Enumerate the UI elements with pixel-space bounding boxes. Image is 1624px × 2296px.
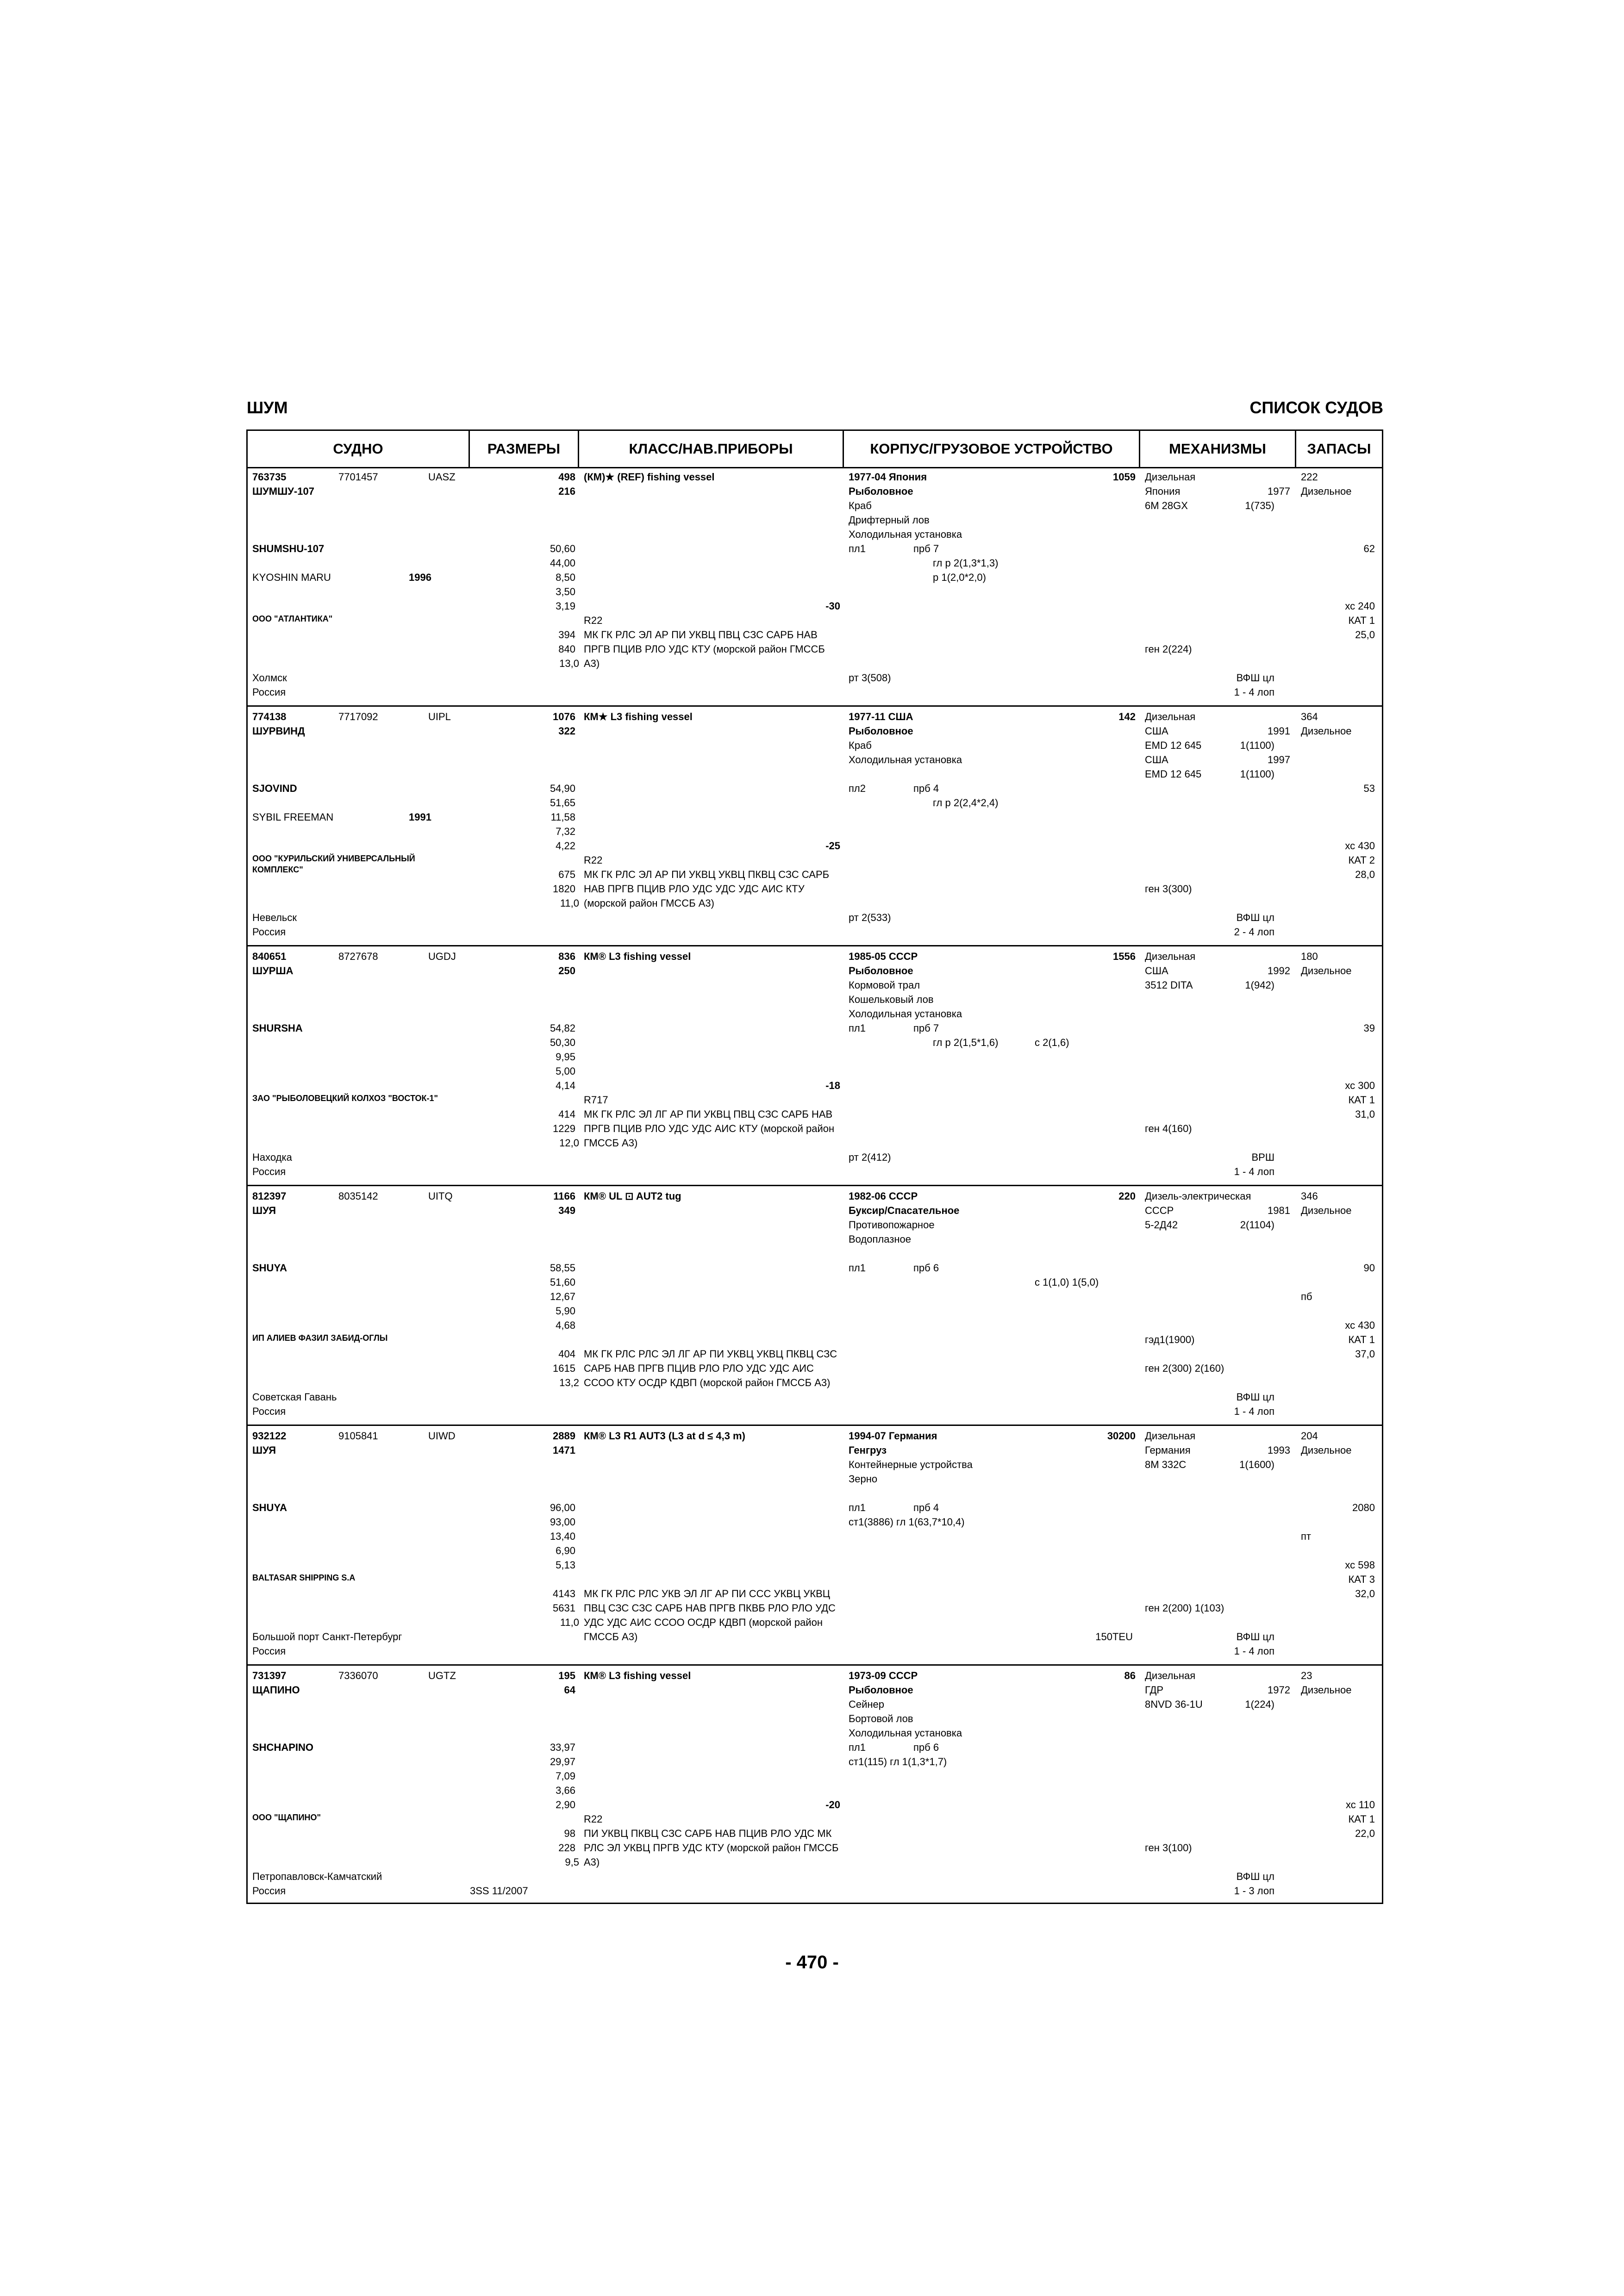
imo-number: 9105841 bbox=[338, 1430, 378, 1442]
ship-name: ШУЯ bbox=[252, 1205, 276, 1216]
column-header-supplies: ЗАПАСЫ bbox=[1307, 441, 1371, 457]
build-date-country: 1985-05 СССР bbox=[849, 951, 918, 962]
cargo-decks: пл2 bbox=[849, 783, 866, 794]
displacement: 228 bbox=[558, 1842, 575, 1854]
category: КАТ 1 bbox=[1348, 1813, 1375, 1825]
call-sign: UITQ bbox=[428, 1190, 453, 1202]
cargo-gear-line: р 1(2,0*2,0) bbox=[933, 572, 986, 583]
dimension-value: 7,32 bbox=[556, 826, 575, 837]
hull-type-line: Холодильная установка bbox=[849, 529, 962, 540]
deadweight: 98 bbox=[564, 1828, 575, 1839]
cargo-gear-line: гл р 2(2,4*2,4) bbox=[933, 797, 999, 809]
home-port: Холмск bbox=[252, 672, 287, 684]
dimension-value: 9,95 bbox=[556, 1051, 575, 1063]
generators: ген 4(160) bbox=[1145, 1123, 1192, 1134]
hull-type-line: Противопожарное bbox=[849, 1219, 935, 1231]
engine-power: 1(735) bbox=[1245, 500, 1274, 511]
dimension-value: 5,00 bbox=[556, 1065, 575, 1077]
generators: ген 3(100) bbox=[1145, 1842, 1192, 1854]
cargo-crane: с 1(1,0) 1(5,0) bbox=[1035, 1276, 1099, 1288]
speed: 11,0 bbox=[560, 1617, 579, 1628]
fuel-capacity: 346 bbox=[1301, 1190, 1318, 1202]
hull-type-line: Краб bbox=[849, 740, 872, 751]
hull-type-line: Контейнерные устройства bbox=[849, 1459, 973, 1470]
hull-number: 86 bbox=[1124, 1670, 1136, 1681]
dimension-value: 96,00 bbox=[550, 1502, 575, 1513]
speed: 11,0 bbox=[560, 897, 579, 909]
supply-quantity: 90 bbox=[1363, 1262, 1375, 1274]
engine-year: 1993 bbox=[1268, 1444, 1290, 1456]
net-tonnage: 349 bbox=[558, 1205, 575, 1216]
home-port: Невельск bbox=[252, 912, 297, 923]
hull-type-line: Холодильная установка bbox=[849, 754, 962, 765]
refrigerant: R22 bbox=[584, 854, 603, 866]
former-name: KYOSHIN MARU bbox=[252, 572, 331, 583]
dimension-value: 50,60 bbox=[550, 543, 575, 554]
net-tonnage: 1471 bbox=[553, 1444, 575, 1456]
category: КАТ 3 bbox=[1348, 1574, 1375, 1585]
dimension-value: 51,60 bbox=[550, 1276, 575, 1288]
gross-tonnage: 195 bbox=[558, 1670, 575, 1681]
propeller-blades: 1 - 4 лоп bbox=[1234, 1406, 1274, 1417]
build-date-country: 1977-04 Япония bbox=[849, 471, 927, 483]
cargo-gear-line: гл р 2(1,3*1,3) bbox=[933, 557, 999, 569]
cargo-decks: пл1 bbox=[849, 543, 866, 554]
build-date-country: 1994-07 Германия bbox=[849, 1430, 937, 1442]
machinery-line: Япония bbox=[1145, 485, 1181, 497]
home-port: Петропавловск-Камчатский bbox=[252, 1871, 382, 1882]
ship-record bbox=[248, 1186, 1382, 1426]
registry-number: 763735 bbox=[252, 471, 287, 483]
registry-number: 932122 bbox=[252, 1430, 287, 1442]
owner: ООО "КУРИЛЬСКИЙ УНИВЕРСАЛЬНЫЙ КОМПЛЕКС" bbox=[252, 854, 415, 874]
propeller-blades: 1 - 4 лоп bbox=[1234, 1645, 1274, 1657]
crew-berths: хс 110 bbox=[1346, 1799, 1375, 1811]
machinery-line: 8NVD 36-1U bbox=[1145, 1699, 1203, 1710]
fuel-type: Дизельное bbox=[1301, 1205, 1352, 1216]
displacement: 5631 bbox=[553, 1602, 575, 1614]
deadweight: 404 bbox=[558, 1348, 575, 1360]
dimension-value: 93,00 bbox=[550, 1516, 575, 1528]
hull-number: 30200 bbox=[1107, 1430, 1136, 1442]
class-notation: КМ® UL ⊡ AUT2 tug bbox=[584, 1190, 681, 1202]
machinery-extra: 1997 bbox=[1268, 754, 1290, 765]
machinery-line: США bbox=[1145, 754, 1168, 765]
machinery-line: 6М 28GX bbox=[1145, 500, 1188, 511]
hull-type-line: Рыболовное bbox=[849, 725, 913, 737]
generators: ген 2(224) bbox=[1145, 643, 1192, 655]
cargo-gear-line: ст1(115) гл 1(1,3*1,7) bbox=[849, 1756, 947, 1767]
home-port: Находка bbox=[252, 1151, 292, 1163]
fuel-capacity: 180 bbox=[1301, 951, 1318, 962]
machinery-line: Дизельная bbox=[1145, 951, 1196, 962]
imo-number: 7701457 bbox=[338, 471, 378, 483]
ship-list-table bbox=[246, 429, 1383, 1904]
cargo-gear-line: ст1(3886) гл 1(63,7*10,4) bbox=[849, 1516, 965, 1528]
dimension-value: 54,82 bbox=[550, 1022, 575, 1034]
dimension-value: 13,40 bbox=[550, 1531, 575, 1542]
owner: ИП АЛИЕВ ФАЗИЛ ЗАБИД-ОГЛЫ bbox=[252, 1333, 388, 1343]
engine-power: 1(942) bbox=[1245, 979, 1274, 991]
machinery-line: СССР bbox=[1145, 1205, 1174, 1216]
cargo-holds: прб 4 bbox=[913, 1502, 939, 1513]
hull-type-line: Рыболовное bbox=[849, 485, 913, 497]
displacement: 840 bbox=[558, 643, 575, 655]
flag-country: Россия bbox=[252, 1885, 286, 1897]
build-date-country: 1973-09 СССР bbox=[849, 1670, 918, 1681]
home-port: Большой порт Санкт-Петербург bbox=[252, 1631, 402, 1643]
propeller-blades: 2 - 4 лоп bbox=[1234, 926, 1274, 938]
ship-latin-name: SHUMSHU-107 bbox=[252, 543, 325, 554]
machinery-line: 5-2Д42 bbox=[1145, 1219, 1178, 1231]
dimension-value: 4,22 bbox=[556, 840, 575, 852]
gross-tonnage: 1166 bbox=[553, 1190, 575, 1202]
dimension-value: 3,66 bbox=[556, 1785, 575, 1796]
engine-power: 2(1104) bbox=[1240, 1219, 1274, 1231]
machinery-line: 3512 DITA bbox=[1145, 979, 1193, 991]
class-notation: (КМ)★ (REF) fishing vessel bbox=[584, 471, 715, 483]
cargo-crane: с 2(1,6) bbox=[1035, 1037, 1069, 1048]
endurance: 37,0 bbox=[1355, 1348, 1375, 1360]
machinery-line: Германия bbox=[1145, 1444, 1191, 1456]
flag-country: Россия bbox=[252, 926, 286, 938]
hull-number: 1059 bbox=[1113, 471, 1136, 483]
endurance: 31,0 bbox=[1355, 1108, 1375, 1120]
ship-record bbox=[248, 946, 1382, 1186]
refrigeration-temperature: -25 bbox=[825, 840, 840, 852]
column-header-dimensions: РАЗМЕРЫ bbox=[470, 431, 579, 467]
machinery-extra: 1(1100) bbox=[1240, 768, 1274, 780]
supply-mark: пб bbox=[1301, 1291, 1312, 1302]
category: КАТ 1 bbox=[1348, 1094, 1375, 1106]
engine-power: 1(224) bbox=[1245, 1699, 1274, 1710]
table-header bbox=[248, 431, 1382, 468]
dimension-value: 44,00 bbox=[550, 557, 575, 569]
supply-quantity: 2080 bbox=[1352, 1502, 1375, 1513]
dimension-value: 8,50 bbox=[556, 572, 575, 583]
call-sign: UASZ bbox=[428, 471, 456, 483]
ship-record bbox=[248, 467, 1382, 707]
fuel-capacity: 222 bbox=[1301, 471, 1318, 483]
call-sign: UGDJ bbox=[428, 951, 456, 962]
dimension-value: 50,30 bbox=[550, 1037, 575, 1048]
hull-type-line: Рыболовное bbox=[849, 965, 913, 977]
engine-year: 1972 bbox=[1268, 1684, 1290, 1696]
column-header-class: КЛАСС/НАВ.ПРИБОРЫ bbox=[579, 431, 844, 467]
refrigeration-temperature: -18 bbox=[825, 1080, 840, 1091]
endurance: 32,0 bbox=[1355, 1588, 1375, 1599]
dimension-value: 51,65 bbox=[550, 797, 575, 809]
propeller-type: ВФШ цл bbox=[1236, 912, 1274, 923]
propeller-blades: 1 - 4 лоп bbox=[1234, 686, 1274, 698]
dimension-value: 4,68 bbox=[556, 1319, 575, 1331]
machinery-line: США bbox=[1145, 965, 1168, 977]
dimension-value: 11,58 bbox=[550, 811, 575, 823]
hull-type-line: Генгруз bbox=[849, 1444, 887, 1456]
machinery-line: Дизельная bbox=[1145, 471, 1196, 483]
machinery-line: EMD 12 645 bbox=[1145, 768, 1202, 780]
hull-type-line: Бортовой лов bbox=[849, 1713, 913, 1724]
speed: 12,0 bbox=[559, 1137, 579, 1149]
category: КАТ 1 bbox=[1348, 615, 1375, 626]
gross-tonnage: 1076 bbox=[553, 711, 575, 722]
hull-type-line: Зерно bbox=[849, 1473, 878, 1485]
propulsion-generator: гэд1(1900) bbox=[1145, 1334, 1195, 1345]
machinery-line: ГДР bbox=[1145, 1684, 1164, 1696]
fuel-type: Дизельное bbox=[1301, 485, 1352, 497]
imo-number: 7336070 bbox=[338, 1670, 378, 1681]
hull-number: 142 bbox=[1118, 711, 1136, 722]
owner: ЗАО "РЫБОЛОВЕЦКИЙ КОЛХОЗ "ВОСТОК-1" bbox=[252, 1094, 438, 1103]
hull-type-line: Холодильная установка bbox=[849, 1727, 962, 1739]
supply-mark: пт bbox=[1301, 1531, 1311, 1542]
flag-country: Россия bbox=[252, 1166, 286, 1177]
endurance: 28,0 bbox=[1355, 869, 1375, 880]
column-header-hull: КОРПУС/ГРУЗОВОЕ УСТРОЙСТВО bbox=[844, 431, 1140, 467]
refrigerant: R717 bbox=[584, 1094, 608, 1106]
build-year: 1991 bbox=[409, 811, 431, 823]
propeller-type: ВФШ цл bbox=[1236, 672, 1274, 684]
refrigeration-temperature: -20 bbox=[825, 1799, 840, 1811]
dimension-value: 33,97 bbox=[550, 1742, 575, 1753]
cargo-gear-line: гл р 2(1,5*1,6) bbox=[933, 1037, 999, 1048]
navigation-equipment: МК ГК РЛС РЛС УКВ ЭЛ ЛГ АР ПИ ССС УКВЦ УКВЦ ПВЦ СЗС СЗС САРБ НАВ ПРГВ ПКВБ РЛО РЛО УДС УДС УДС АИС ССОО ОСДР КДВП (морской район ГМССБ А3) bbox=[584, 1588, 836, 1643]
ship-record bbox=[248, 1426, 1382, 1666]
build-date-country: 1982-06 СССР bbox=[849, 1190, 918, 1202]
speed: 13,2 bbox=[559, 1377, 579, 1388]
home-port: Советская Гавань bbox=[252, 1391, 337, 1403]
imo-number: 8727678 bbox=[338, 951, 378, 962]
page-number: - 470 - bbox=[785, 1952, 839, 1972]
owner: BALTASAR SHIPPING S.A bbox=[252, 1573, 356, 1582]
owner: ООО "ЩАПИНО" bbox=[252, 1813, 321, 1822]
machinery-line: Дизель-электрическая bbox=[1145, 1190, 1251, 1202]
displacement: 1229 bbox=[553, 1123, 575, 1134]
speed: 9,5 bbox=[565, 1856, 579, 1868]
engine-year: 1991 bbox=[1268, 725, 1290, 737]
crew-berths: хс 300 bbox=[1345, 1080, 1375, 1091]
dimension-value: 3,50 bbox=[556, 586, 575, 597]
cargo-holds: прб 6 bbox=[913, 1742, 939, 1753]
fuel-type: Дизельное bbox=[1301, 1444, 1352, 1456]
generators: ген 3(300) bbox=[1145, 883, 1192, 895]
net-tonnage: 64 bbox=[564, 1684, 575, 1696]
cargo-holds: прб 4 bbox=[913, 783, 939, 794]
hull-type-line: Рыболовное bbox=[849, 1684, 913, 1696]
propeller-type: ВФШ цл bbox=[1236, 1631, 1274, 1643]
deadweight: 394 bbox=[558, 629, 575, 641]
machinery-line: Дизельная bbox=[1145, 1670, 1196, 1681]
ship-record bbox=[248, 1666, 1382, 1905]
ship-name: ЩАПИНО bbox=[252, 1684, 300, 1696]
crew-berths: хс 240 bbox=[1345, 600, 1375, 612]
imo-number: 8035142 bbox=[338, 1190, 378, 1202]
call-sign: UGTZ bbox=[428, 1670, 456, 1681]
crew-berths: хс 430 bbox=[1345, 1319, 1375, 1331]
cargo-decks: пл1 bbox=[849, 1262, 866, 1274]
hull-number: 220 bbox=[1118, 1190, 1136, 1202]
ship-latin-name: SHCHAPINO bbox=[252, 1742, 314, 1753]
gross-tonnage: 836 bbox=[558, 951, 575, 962]
deadweight: 414 bbox=[558, 1108, 575, 1120]
build-year: 1996 bbox=[409, 572, 431, 583]
displacement: 1615 bbox=[553, 1363, 575, 1374]
record-footnote: 3SS 11/2007 bbox=[470, 1885, 528, 1897]
engine-year: 1977 bbox=[1268, 485, 1290, 497]
ship-name: ШУРША bbox=[252, 965, 294, 977]
refrigerant: R22 bbox=[584, 615, 603, 626]
machinery-line: США bbox=[1145, 725, 1168, 737]
call-sign: UIPL bbox=[428, 711, 451, 722]
hull-type-line: Кошельковый лов bbox=[849, 994, 934, 1005]
deadweight: 675 bbox=[558, 869, 575, 880]
endurance: 22,0 bbox=[1355, 1828, 1375, 1839]
generators: ген 2(300) 2(160) bbox=[1145, 1363, 1224, 1374]
hull-type-line: Буксир/Спасательное bbox=[849, 1205, 960, 1216]
fuel-type: Дизельное bbox=[1301, 1684, 1352, 1696]
build-date-country: 1977-11 США bbox=[849, 711, 913, 722]
ship-latin-name: SHUYA bbox=[252, 1502, 287, 1513]
engine-year: 1981 bbox=[1268, 1205, 1290, 1216]
deadweight: 4143 bbox=[553, 1588, 575, 1599]
ship-name: ШУРВИНД bbox=[252, 725, 305, 737]
registry-number: 840651 bbox=[252, 951, 287, 962]
net-tonnage: 216 bbox=[558, 485, 575, 497]
engine-year: 1992 bbox=[1268, 965, 1290, 977]
ship-latin-name: SJOVIND bbox=[252, 783, 297, 794]
ship-record bbox=[248, 707, 1382, 946]
crew-berths: хс 430 bbox=[1345, 840, 1375, 852]
gross-tonnage: 2889 bbox=[553, 1430, 575, 1442]
class-notation: КМ® L3 fishing vessel bbox=[584, 1670, 691, 1681]
dimension-value: 6,90 bbox=[556, 1545, 575, 1556]
supply-quantity: 53 bbox=[1363, 783, 1375, 794]
net-tonnage: 250 bbox=[558, 965, 575, 977]
class-notation: КМ® L3 fishing vessel bbox=[584, 951, 691, 962]
cargo-tanks: рт 3(508) bbox=[849, 672, 891, 684]
column-header-ship: СУДНО bbox=[248, 431, 470, 467]
ship-latin-name: SHURSHA bbox=[252, 1022, 303, 1034]
hull-type-line: Краб bbox=[849, 500, 872, 511]
cargo-holds: прб 7 bbox=[913, 1022, 939, 1034]
navigation-equipment: МК ГК РЛС ЭЛ АР ПИ УКВЦ УКВЦ ПКВЦ СЗС САРБ НАВ ПРГВ ПЦИВ РЛО УДС УДС УДС АИС КТУ (морской район ГМССБ А3) bbox=[584, 869, 830, 909]
flag-country: Россия bbox=[252, 686, 286, 698]
dimension-value: 5,90 bbox=[556, 1305, 575, 1317]
dimension-value: 29,97 bbox=[550, 1756, 575, 1767]
registry-number: 731397 bbox=[252, 1670, 287, 1681]
propeller-type: ВФШ цл bbox=[1236, 1871, 1274, 1882]
former-name: SYBIL FREEMAN bbox=[252, 811, 334, 823]
hull-number: 1556 bbox=[1113, 951, 1136, 962]
dimension-value: 4,14 bbox=[556, 1080, 575, 1091]
ship-name: ШУЯ bbox=[252, 1444, 276, 1456]
propeller-blades: 1 - 4 лоп bbox=[1234, 1166, 1274, 1177]
displacement: 1820 bbox=[553, 883, 575, 895]
navigation-equipment: МК ГК РЛС РЛС ЭЛ ЛГ АР ПИ УКВЦ УКВЦ ПКВЦ СЗС САРБ НАВ ПРГВ ПЦИВ РЛО РЛО УДС УДС АИС ССОО КТУ ОСДР КДВП (морской район ГМССБ А3) bbox=[584, 1348, 837, 1388]
registry-number: 812397 bbox=[252, 1190, 287, 1202]
refrigerant: R22 bbox=[584, 1813, 603, 1825]
machinery-line: 8M 332C bbox=[1145, 1459, 1187, 1470]
speed: 13,0 bbox=[559, 658, 579, 669]
hull-type-line: Сейнер bbox=[849, 1699, 885, 1710]
hull-type-line: Водоплазное bbox=[849, 1233, 911, 1245]
column-header-machinery: МЕХАНИЗМЫ bbox=[1140, 431, 1296, 467]
generators: ген 2(200) 1(103) bbox=[1145, 1602, 1224, 1614]
navigation-equipment: ПИ УКВЦ ПКВЦ СЗС САРБ НАВ ПЦИВ РЛО УДС МК РЛС ЭЛ УКВЦ ПРГВ УДС КТУ (морской район ГМССБ А3) bbox=[584, 1828, 839, 1868]
crew-berths: хс 598 bbox=[1345, 1559, 1375, 1571]
fuel-capacity: 23 bbox=[1301, 1670, 1312, 1681]
fuel-capacity: 364 bbox=[1301, 711, 1318, 722]
cargo-tanks: рт 2(412) bbox=[849, 1151, 891, 1163]
dimension-value: 2,90 bbox=[556, 1799, 575, 1811]
ship-name: ШУМШУ-107 bbox=[252, 485, 314, 497]
dimension-value: 12,67 bbox=[550, 1291, 575, 1302]
fuel-type: Дизельное bbox=[1301, 725, 1352, 737]
cargo-holds: прб 7 bbox=[913, 543, 939, 554]
call-sign: UIWD bbox=[428, 1430, 456, 1442]
hull-type-line: Дрифтерный лов bbox=[849, 514, 930, 526]
cargo-decks: пл1 bbox=[849, 1742, 866, 1753]
page-header-right: СПИСОК СУДОВ bbox=[1249, 398, 1383, 417]
registry-number: 774138 bbox=[252, 711, 287, 722]
hull-type-line: Кормовой трал bbox=[849, 979, 920, 991]
flag-country: Россия bbox=[252, 1406, 286, 1417]
dimension-value: 54,90 bbox=[550, 783, 575, 794]
propeller-type: ВФШ цл bbox=[1236, 1391, 1274, 1403]
fuel-capacity: 204 bbox=[1301, 1430, 1318, 1442]
engine-power: 1(1600) bbox=[1239, 1459, 1274, 1470]
dimension-value: 3,19 bbox=[556, 600, 575, 612]
engine-power: 1(1100) bbox=[1240, 740, 1274, 751]
navigation-equipment: МК ГК РЛС ЭЛ АР ПИ УКВЦ ПВЦ СЗС САРБ НАВ ПРГВ ПЦИВ РЛО УДС КТУ (морской район ГМССБ А3) bbox=[584, 629, 825, 669]
dimension-value: 58,55 bbox=[550, 1262, 575, 1274]
hull-type-line: Холодильная установка bbox=[849, 1008, 962, 1020]
container-capacity: 150TEU bbox=[1095, 1631, 1133, 1643]
machinery-line: Дизельная bbox=[1145, 711, 1196, 722]
cargo-decks: пл1 bbox=[849, 1022, 866, 1034]
dimension-value: 7,09 bbox=[556, 1770, 575, 1782]
class-notation: КМ★ L3 fishing vessel bbox=[584, 711, 693, 722]
owner: ООО "АТЛАНТИКА" bbox=[252, 614, 333, 623]
cargo-tanks: рт 2(533) bbox=[849, 912, 891, 923]
category: КАТ 1 bbox=[1348, 1334, 1375, 1345]
supply-quantity: 62 bbox=[1363, 543, 1375, 554]
flag-country: Россия bbox=[252, 1645, 286, 1657]
ship-latin-name: SHUYA bbox=[252, 1262, 287, 1274]
refrigeration-temperature: -30 bbox=[825, 600, 840, 612]
propeller-blades: 1 - 3 лоп bbox=[1234, 1885, 1274, 1897]
category: КАТ 2 bbox=[1348, 854, 1375, 866]
cargo-decks: пл1 bbox=[849, 1502, 866, 1513]
fuel-type: Дизельное bbox=[1301, 965, 1352, 977]
class-notation: КМ® L3 R1 AUT3 (L3 at d ≤ 4,3 m) bbox=[584, 1430, 745, 1442]
machinery-line: Дизельная bbox=[1145, 1430, 1196, 1442]
imo-number: 7717092 bbox=[338, 711, 378, 722]
gross-tonnage: 498 bbox=[558, 471, 575, 483]
dimension-value: 5,13 bbox=[556, 1559, 575, 1571]
endurance: 25,0 bbox=[1355, 629, 1375, 641]
page-header-left: ШУМ bbox=[247, 398, 288, 417]
machinery-line: EMD 12 645 bbox=[1145, 740, 1202, 751]
navigation-equipment: МК ГК РЛС ЭЛ ЛГ АР ПИ УКВЦ ПВЦ СЗС САРБ НАВ ПРГВ ПЦИВ РЛО УДС УДС АИС КТУ (морской район ГМССБ А3) bbox=[584, 1108, 835, 1149]
propeller-type: ВРШ bbox=[1251, 1151, 1274, 1163]
net-tonnage: 322 bbox=[558, 725, 575, 737]
cargo-holds: прб 6 bbox=[913, 1262, 939, 1274]
supply-quantity: 39 bbox=[1363, 1022, 1375, 1034]
